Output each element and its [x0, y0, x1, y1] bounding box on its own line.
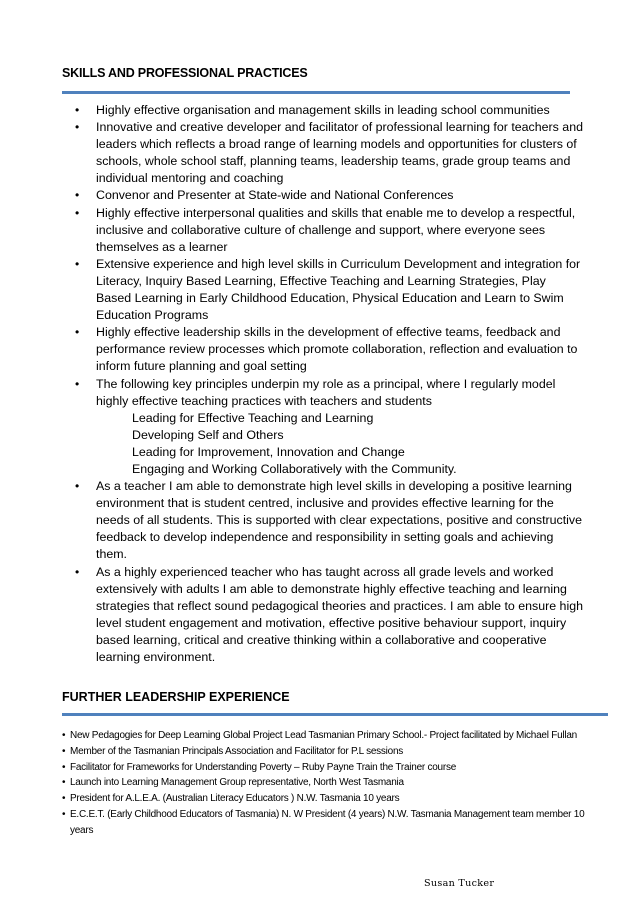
skills-list [64, 102, 584, 666]
list-item-text: E.C.E.T. (Early Childhood Educators of Tasmania) N. W President (4 years) N.W. Tasmania Management team member 10 years [70, 808, 585, 836]
list-item-text: Member of the Tasmanian Principals Association and Facilitator for P.L sessions [70, 745, 404, 757]
section-heading-leadership: FURTHER LEADERSHIP EXPERIENCE [62, 690, 290, 704]
list-item [64, 324, 584, 375]
list-item-text: Highly effective interpersonal qualities and skills that enable me to develop a respectful, inclusive and collaborative culture of challenge and support, where everyone sees themselves as a learner [96, 205, 576, 254]
list-item-text: Extensive experience and high level skills in Curriculum Development and integration for Literacy, Inquiry Based Learning, Effective Teaching and Learning Strategies, Play Based Learning in Early Childhood Education, Physical Education and Learn to Swim Education Programs [96, 256, 581, 323]
bullet-icon: • [75, 325, 80, 340]
list-item [64, 119, 584, 187]
bullet-icon: • [75, 120, 80, 135]
list-item [64, 564, 584, 667]
list-item-text: As a highly experienced teacher who has taught across all grade levels and worked extensively with adults I am able to demonstrate highly effective teaching and learning strategies that reflect sound pedagogical theories and practices. I am able to ensure high level student engagement and motivation, effective positive behaviour support, inquiry based learning, critical and creative thinking within a collaborative and cooperative learning environment. [96, 564, 583, 664]
list-item [64, 791, 594, 807]
bullet-icon: • [75, 479, 80, 494]
list-item [64, 205, 584, 256]
list-item [64, 744, 594, 760]
bullet-icon: • [62, 777, 66, 789]
list-item-text: Highly effective organisation and management skills in leading school communities [96, 103, 550, 117]
list-item [64, 807, 594, 839]
list-item [64, 102, 584, 119]
leadership-list [64, 728, 594, 839]
list-item-text: New Pedagogies for Deep Learning Global Project Lead Tasmanian Primary School.- Project facilitated by Michael Fullan [70, 730, 577, 741]
bullet-icon: • [75, 564, 80, 579]
list-item [64, 775, 594, 791]
bullet-icon: • [62, 808, 66, 820]
list-item [64, 256, 584, 324]
bullet-icon: • [75, 376, 80, 391]
bullet-icon: • [62, 745, 66, 757]
list-item [64, 478, 584, 563]
bullet-icon: • [75, 103, 80, 117]
principle-engaging-community: Engaging and Working Collaboratively with the Community. [132, 461, 457, 476]
principle-developing-self: Developing Self and Others [132, 427, 284, 442]
list-item-text: Launch into Learning Management Group representative, North West Tasmania [70, 777, 404, 789]
list-item-text: Highly effective leadership skills in the development of effective teams, feedback and performance review processes which promote collaboration, reflection and evaluation to inform future planning and goal setting [96, 325, 578, 374]
list-item-text: Convenor and Presenter at State-wide and National Conferences [96, 188, 454, 203]
principle-leading-improvement: Leading for Improvement, Innovation and Change [132, 444, 405, 459]
principle-leading-teaching: Leading for Effective Teaching and Learning [132, 410, 374, 425]
list-item-text: Innovative and creative developer and facilitator of professional learning for teachers and leaders which reflects a broad range of learning models and opportunities for clusters of schools, whole school staff, planning teams, leadership teams, grade group teams and individual mentoring and coaching [96, 120, 583, 186]
list-item-text: President for A.L.E.A. (Australian Literacy Educators ) N.W. Tasmania 10 years [70, 793, 400, 805]
list-item-text: The following key principles underpin my role as a principal, where I regularly model highly effective teaching practices with teachers and students [96, 376, 556, 408]
list-item [64, 728, 594, 744]
bullet-icon: • [75, 205, 80, 220]
list-item [64, 760, 594, 776]
list-item [64, 187, 584, 204]
footer-author-name: Susan Tucker [424, 878, 495, 889]
section-heading-skills: SKILLS AND PROFESSIONAL PRACTICES [62, 66, 308, 80]
bullet-icon: • [62, 761, 66, 773]
bullet-icon: • [75, 188, 80, 203]
list-item-text: As a teacher I am able to demonstrate high level skills in developing a positive learning environment that is student centred, inclusive and provides effective learning for the needs of all students. This is supported with clear expectations, positive and constructive feedback to develop independence and responsibility in setting goals and achieving them. [96, 479, 583, 562]
list-item-text: Facilitator for Frameworks for Understanding Poverty – Ruby Payne Train the Trainer course [70, 761, 457, 773]
section-divider [62, 91, 570, 94]
bullet-icon: • [62, 730, 66, 741]
list-item [64, 376, 584, 479]
bullet-icon: • [75, 256, 80, 271]
section-divider [62, 713, 608, 716]
bullet-icon: • [62, 793, 66, 805]
